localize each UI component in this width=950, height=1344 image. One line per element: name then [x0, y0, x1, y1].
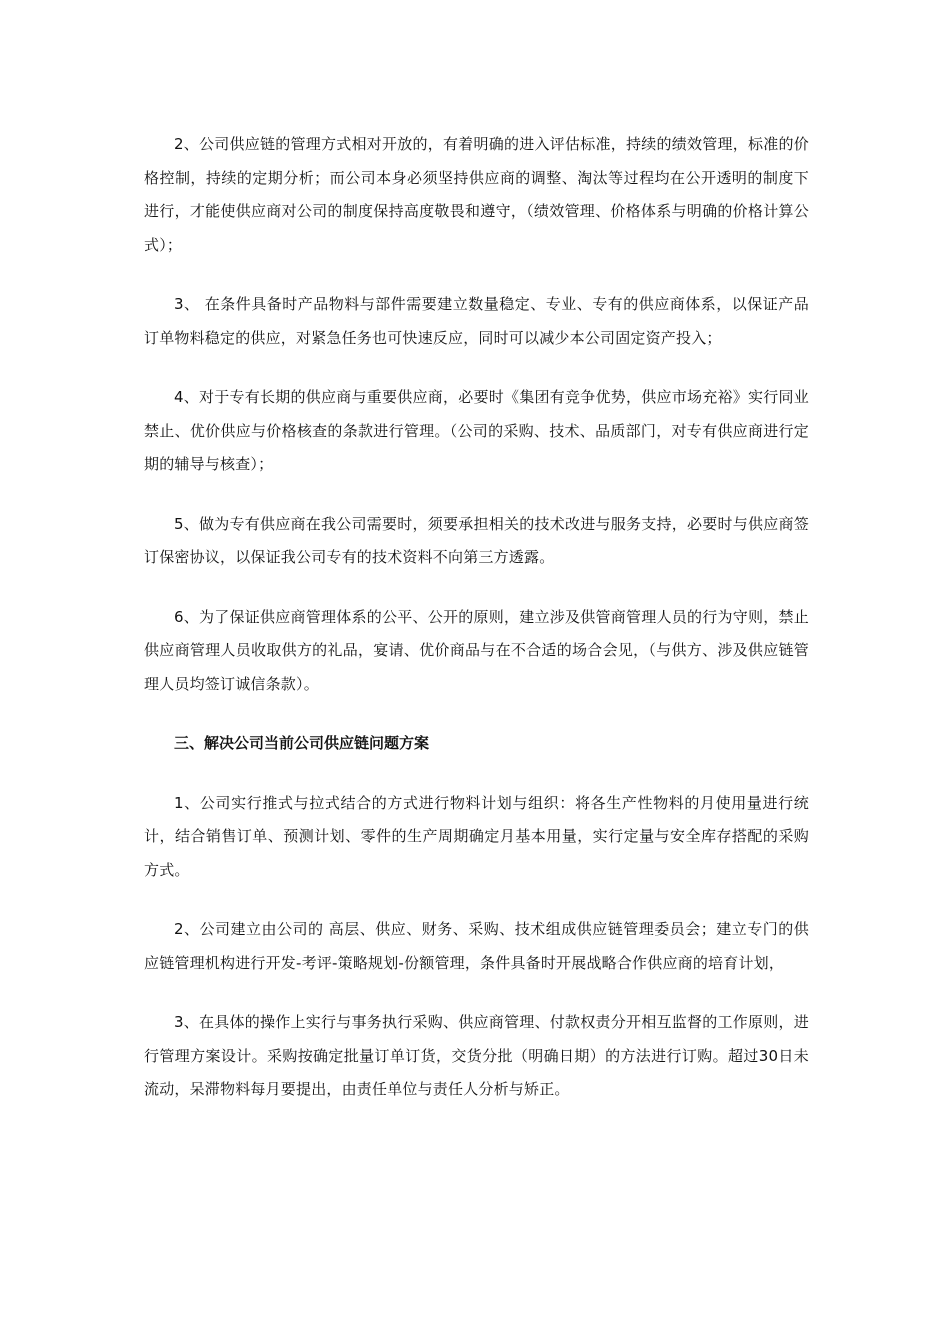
section-paragraph-2: 2、公司建立由公司的 高层、供应、财务、采购、技术组成供应链管理委员会；建立专门的供应链管理机构进行开发-考评-策略规划-份额管理，条件具备时开展战略合作供应商的培育计划， [144, 920, 809, 972]
paragraph-3: 3、 在条件具备时产品物料与部件需要建立数量稳定、专业、专有的供应商体系，以保证产品订单物料稳定的供应，对紧急任务也可快速反应，同时可以减少本公司固定资产投入； [144, 295, 809, 347]
section-paragraph-3: 3、在具体的操作上实行与事务执行采购、供应商管理、付款权责分开相互监督的工作原则，进行管理方案设计。采购按确定批量订单订货，交货分批（明确日期）的方法进行订购。超过30日未流动，呆滞物料每月要提出，由责任单位与责任人分析与矫正。 [144, 1013, 809, 1098]
section-paragraph-1: 1、公司实行推式与拉式结合的方式进行物料计划与组织：将各生产性物料的月使用量进行统计，结合销售订单、预测计划、零件的生产周期确定月基本用量，实行定量与安全库存搭配的采购方式。 [144, 793, 809, 879]
paragraph-4: 4、对于专有长期的供应商与重要供应商，必要时《集团有竞争优势，供应市场充裕》实行同业禁止、优价供应与价格核查的条款进行管理。（公司的采购、技术、品质部门，对专有供应商进行定期的辅导与核查）； [144, 388, 809, 473]
paragraph-6: 6、为了保证供应商管理体系的公平、公开的原则，建立涉及供管商管理人员的行为守则，禁止供应商管理人员收取供方的礼品，宴请、优价商品与在不合适的场合会见，（与供方、涉及供应链管理人员均签订诚信条款）。 [144, 607, 809, 693]
paragraph-5: 5、做为专有供应商在我公司需要时，须要承担相关的技术改进与服务支持，必要时与供应商签订保密协议，以保证我公司专有的技术资料不向第三方透露。 [144, 514, 809, 566]
section-heading: 三、解决公司当前公司供应链问题方案 [174, 734, 430, 752]
document-page [144, 128, 809, 1107]
paragraph-2: 2、公司供应链的管理方式相对开放的，有着明确的进入评估标准，持续的绩效管理，标准的价格控制，持续的定期分析；而公司本身必须坚持供应商的调整、淘汰等过程均在公开透明的制度下进行，才能使供应商对公司的制度保持高度敬畏和遵守，（绩效管理、价格体系与明确的价格计算公式）； [144, 135, 809, 254]
